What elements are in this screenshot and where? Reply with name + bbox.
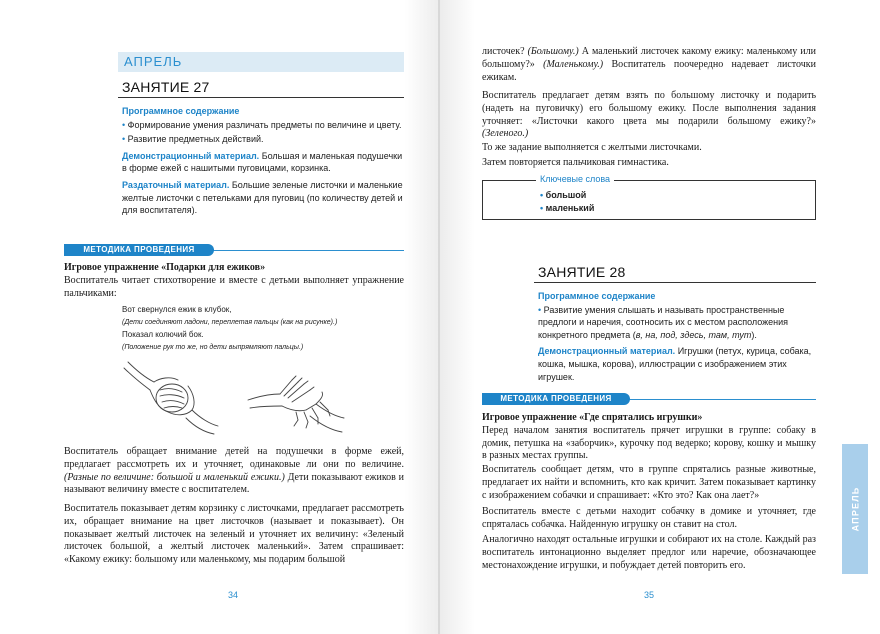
demo-text-28: Игрушки (петух, курица, собака, кошка, мышка, корова), иллюстрации с изображением этих игрушек. bbox=[538, 346, 812, 382]
program-item-text: Формирование умения различать предметы по величине и цвету. bbox=[127, 119, 402, 130]
title-rule-28 bbox=[534, 282, 816, 283]
paragraph-p2: Воспитатель сообщает детям, что в группе спрятались разные животные, предлагает их найти и вспомнить, кто как кричит. Затем показывает картинку с изображением собачки и спрашивает: «Кто это? Как она лает?» bbox=[482, 464, 816, 501]
cont-text: Воспитатель поочередно надевает листочки ежикам. bbox=[482, 58, 816, 83]
program-item: • Формирование умения различать предметы по величине и цвету. bbox=[122, 119, 402, 130]
handout-label: Раздаточный материал. bbox=[122, 179, 230, 190]
month-header-bar bbox=[118, 52, 404, 72]
keyword-item: • большой bbox=[540, 190, 587, 200]
poem-note: (Дети соединяют ладони, переплетая пальцы (как на рисунке).) bbox=[122, 319, 338, 326]
handout-material bbox=[122, 179, 404, 217]
poem-line: Вот свернулся ежик в клубок, bbox=[122, 305, 232, 314]
para-a-italic: (Зеленого.) bbox=[482, 128, 529, 140]
lesson-27-title: ЗАНЯТИЕ 27 bbox=[122, 79, 210, 95]
keywords-list bbox=[540, 189, 740, 214]
exercise-intro: Воспитатель читает стихотворение и вместе с детьми выполняет упражнение пальчиками: bbox=[64, 274, 404, 299]
continued-paragraph bbox=[482, 46, 816, 84]
program-words-28: в, на, под, здесь, там, тут bbox=[635, 329, 752, 340]
page-number-right: 35 bbox=[644, 590, 655, 600]
cont-text: листочек? bbox=[482, 46, 525, 57]
exercise-27 bbox=[64, 262, 404, 300]
hands-illustration bbox=[120, 360, 350, 436]
exercise-28 bbox=[482, 412, 816, 463]
paragraph-r3: Затем повторяется пальчиковая гимнастика. bbox=[482, 157, 669, 168]
month-label: АПРЕЛЬ bbox=[124, 54, 183, 69]
para1-text: Воспитатель обращает внимание детей на подушечки в форме ежей, предлагает рассмотреть их и уточняет, одинаковые ли они по величине. bbox=[64, 446, 404, 470]
handout-text: Большие зеленые листочки и маленькие желтые листочки с петельками для пуговиц (по количеству детей и для воспитателя). bbox=[122, 179, 403, 216]
keyword-item: • маленький bbox=[540, 202, 595, 213]
program-block-27 bbox=[122, 105, 404, 217]
para1-italic: (Разные по величине: большой и маленький ежики.) bbox=[64, 471, 285, 483]
para-a-text: Воспитатель предлагает детям взять по большому листочку и подарить (надеть на пуговичку) его большому ежику. После выполнения задания уточняет: «Листочки какого цвета мы подарили большому ежику?» bbox=[482, 90, 816, 127]
method-label-28: МЕТОДИКА ПРОВЕДЕНИЯ bbox=[500, 394, 612, 403]
title-rule bbox=[118, 97, 404, 98]
exercise-p1: Перед началом занятия воспитатель прячет игрушки в группе: собаку в домик, петушка на «заборчик», курочку под ведерко; корову, кошку и мышку в разных местах группы. bbox=[482, 424, 816, 462]
method-label: МЕТОДИКА ПРОВЕДЕНИЯ bbox=[83, 245, 195, 254]
demo-label-28: Демонстрационный материал. bbox=[538, 346, 676, 357]
keyword-text: большой bbox=[545, 190, 587, 200]
demo-label: Демонстрационный материал. bbox=[122, 150, 260, 161]
exercise-title: Игровое упражнение «Подарки для ежиков» bbox=[64, 262, 266, 273]
side-tab-label: АПРЕЛЬ bbox=[850, 486, 860, 532]
month-side-tab bbox=[842, 444, 868, 574]
paragraph-p3: Воспитатель вместе с детьми находит собачку в домике и уточняет, где спряталась собачка. Найденную игрушку он ставит на стол. bbox=[482, 506, 816, 530]
program-end-28: ). bbox=[751, 329, 757, 340]
program-block-28 bbox=[538, 290, 816, 383]
paragraph-p4: Аналогично находят остальные игрушки и собирают их на столе. Каждый раз воспитатель интонационно выделяет предлог или наречие, обозначающее местонахождение игрушки, и побуждает детей повторить его. bbox=[482, 534, 816, 571]
program-label-28: Программное содержание bbox=[538, 291, 656, 301]
program-text-28: Развитие умения слышать и называть пространственные предлоги и наречия, соотносить их с местом расположения конкретного предмета ( bbox=[538, 304, 789, 340]
poem-line: Показал колючий бок. bbox=[122, 330, 204, 339]
poem-note: (Положение рук то же, но дети выпрямляют пальцы.) bbox=[122, 344, 304, 351]
method-label-tag-28 bbox=[482, 393, 630, 405]
cont-italic: (Большому.) bbox=[527, 46, 579, 57]
finger-poem bbox=[122, 304, 402, 354]
keywords-title: Ключевые слова bbox=[536, 174, 614, 184]
program-label: Программное содержание bbox=[122, 106, 240, 116]
method-label-tag bbox=[64, 244, 214, 256]
cont-italic: (Маленькому.) bbox=[543, 58, 604, 70]
paragraph-1 bbox=[64, 446, 404, 497]
program-item-text: Развитие предметных действий. bbox=[127, 134, 264, 145]
demo-material bbox=[122, 150, 404, 175]
cont-text: А маленький листочек какому ежику: маленькому или большому?» bbox=[482, 46, 816, 70]
page-number-left: 34 bbox=[228, 590, 239, 600]
lesson-28-title: ЗАНЯТИЕ 28 bbox=[538, 264, 626, 280]
exercise-title-28: Игровое упражнение «Где спрятались игрушки» bbox=[482, 412, 703, 423]
program-item-28: • Развитие умения слышать и называть пространственные предлоги и наречия, соотносить их с местом расположения конкретного предмета (в, на, под, здесь, там, тут). bbox=[538, 304, 789, 340]
program-item: • Развитие предметных действий. bbox=[122, 134, 264, 145]
paragraph-r1 bbox=[482, 90, 816, 141]
keyword-text: маленький bbox=[545, 202, 595, 213]
demo-text: Большая и маленькая подушечки в форме ежей с нашитыми пуговицами, корзинка. bbox=[122, 150, 403, 174]
paragraph-2: Воспитатель показывает детям корзинку с листочками, предлагает рассмотреть их, обращает внимание на цвет листочков (называет и показывает). Он показывает желтый листочек на зеленый и уточняет их величину: «Зеленый листочек большой, а желтый листочек маленький». Затем спрашивает: «Какому ежику: большому или маленькому, мы подарим большой bbox=[64, 503, 404, 566]
para1-text-end: Дети показывают ежиков и называют величину вместе с воспитателем. bbox=[64, 471, 405, 496]
paragraph-r2: То же задание выполняется с желтыми листочками. bbox=[482, 142, 702, 153]
demo-material-28 bbox=[538, 345, 816, 383]
